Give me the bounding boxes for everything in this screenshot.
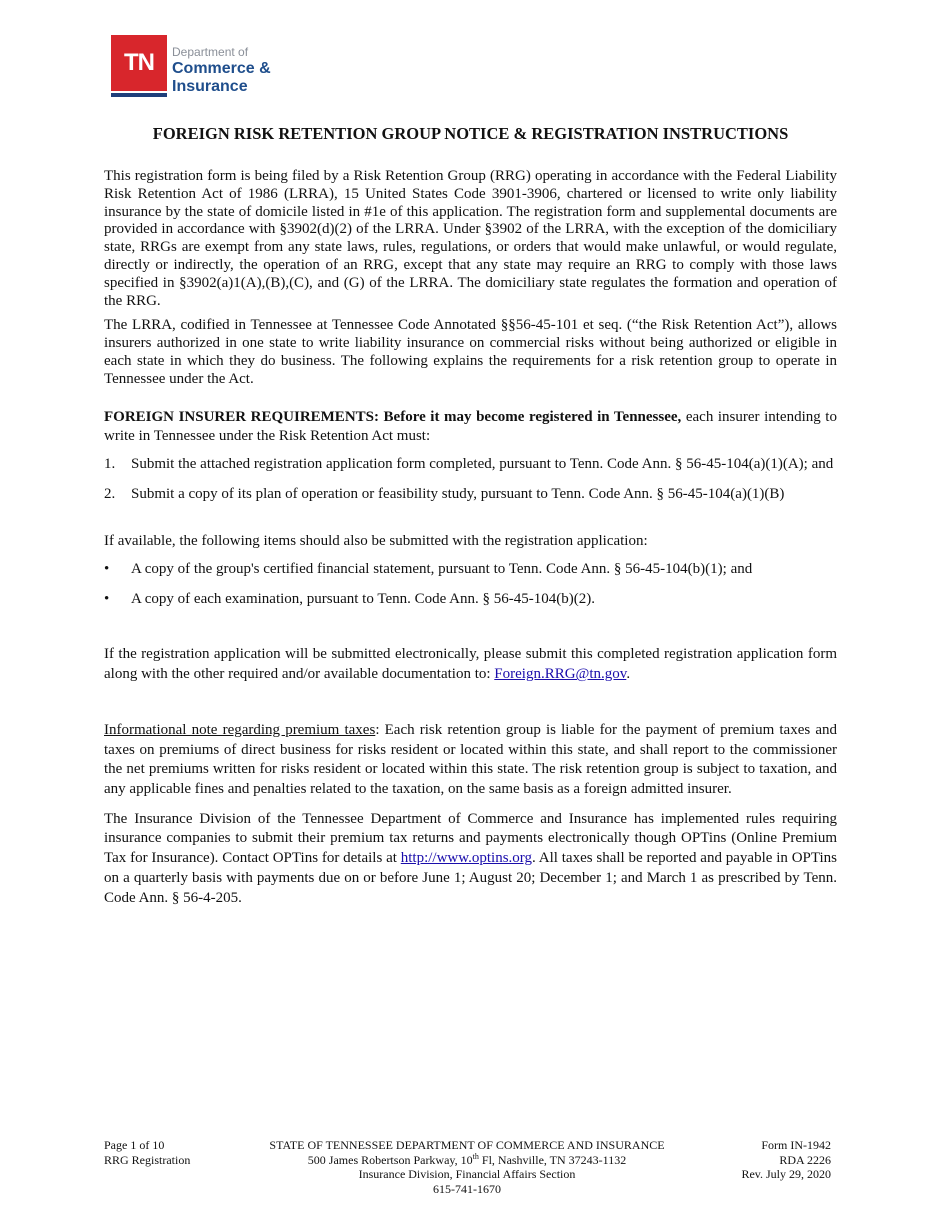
- list-item: [104, 560, 837, 580]
- footer-org: STATE OF TENNESSEE DEPARTMENT OF COMMERCE AND INSURANCE: [269, 1138, 665, 1152]
- list-item-text: Submit the attached registration application form completed, pursuant to Tenn. Code Ann. § 56-45-104(a)(1)(A); and: [131, 455, 834, 472]
- optional-intro: If available, the following items should also be submitted with the registration application:: [104, 533, 648, 550]
- optins-link[interactable]: http://www.optins.org: [400, 850, 533, 867]
- document-name: RRG Registration: [104, 1152, 191, 1167]
- requirements-heading: [104, 408, 837, 447]
- premium-tax-note: [104, 721, 837, 800]
- tax-note-text: : Each risk retention group is liable for the payment of premium taxes and taxes on premiums of direct business for risks resident or located within this state, and shall report to the commissioner the net premiums written for risks resident or located within this state. The risk retention group is subject to taxation, and any applicable fines and penalties related to the taxation, on the same basis as a foreign admitted insurer.: [104, 721, 837, 797]
- optins-text-1: The Insurance Division of the Tennessee Department of Commerce and Insurance has implemented rules requiring insurance companies to submit their premium tax returns and payments electronically though OPTins (Online Premium Tax for Insurance). Contact OPTins for details at: [104, 810, 837, 867]
- logo-underline: [111, 93, 167, 97]
- revision-date: Rev. July 29, 2020: [741, 1167, 831, 1181]
- logo-line-1: Department of: [172, 45, 249, 59]
- document-title: FOREIGN RISK RETENTION GROUP NOTICE & REGISTRATION INSTRUCTIONS: [152, 124, 789, 143]
- list-number: 2.: [104, 485, 116, 502]
- tax-note-label: Informational note regarding premium taxes: [104, 721, 376, 738]
- footer-right: [700, 1138, 831, 1182]
- page-number: Page 1 of 10: [104, 1138, 165, 1152]
- optins-text-2: . All taxes shall be reported and payable in OPTins on a quarterly basis with payments due on or before June 1; August 20; December 1; and March 1 as prescribed by Tenn. Code Ann. § 56-4-205.: [104, 850, 838, 906]
- address-part-2: Fl, Nashville, TN 37243-1132: [478, 1152, 627, 1167]
- logo-line-2: Commerce &: [172, 60, 271, 77]
- lrra-paragraph: The LRRA, codified in Tennessee at Tennessee Code Annotated §§56-45-101 et seq. (“the Risk Retention Act”), allows insurers authorized in one state to write liability insurance on commercial risks without being authorized or eligible in each state in which they do business. The following explains the requirements for a risk retention group to operate in Tennessee under the Act.: [104, 317, 837, 387]
- footer-center: [250, 1138, 684, 1196]
- electronic-submission-paragraph: [104, 645, 837, 684]
- requirements-list: [104, 455, 837, 504]
- email-link[interactable]: Foreign.RRG@tn.gov: [494, 666, 627, 683]
- department-logo: [111, 35, 273, 99]
- tn-badge: [111, 35, 167, 91]
- requirements-heading-rest: each insurer intending to write in Tennessee under the Risk Retention Act must:: [104, 408, 837, 445]
- electronic-text: If the registration application will be submitted electronically, please submit this completed registration application form along with the other required and/or available documentation to:: [104, 646, 837, 683]
- optional-list: [104, 560, 837, 609]
- list-item: [104, 455, 837, 475]
- list-item-text: A copy of the group's certified financial statement, pursuant to Tenn. Code Ann. § 56-45-104(b)(1); and: [131, 561, 753, 578]
- footer-address: [250, 1153, 684, 1168]
- list-item: [104, 485, 837, 505]
- document-body: [104, 168, 837, 915]
- address-part-1: 500 James Robertson Parkway, 10: [307, 1152, 473, 1167]
- intro-paragraph: This registration form is being filed by a Risk Retention Group (RRG) operating in accordance with the Federal Liability Risk Retention Act of 1986 (LRRA), 15 United States Code 3901-3906, chartered or licensed to write only liability insurance by the state of domicile listed in #1e of this application. The registration form and supplemental documents are provided in accordance with §3902(d)(2) of the LRRA. Under §3902 of the LRRA, with the exception of the domiciliary state, RRGs are exempt from any state laws, rules, regulations, or orders that would make unlawful, or would regulate, directly or indirectly, the operation of an RRG, except that any state may require an RRG to comply with those laws specified in §3902(a)1(A),(B),(C), and (G) of the LRRA. The domiciliary state regulates the formation and operation of the RRG.: [104, 168, 837, 309]
- requirements-heading-bold: FOREIGN INSURER REQUIREMENTS: Before it may become registered in Tennessee,: [104, 408, 682, 425]
- list-item-text: Submit a copy of its plan of operation or feasibility study, pursuant to Tenn. Code Ann. § 56-45-104(a)(1)(B): [131, 485, 785, 502]
- list-number: 1.: [104, 455, 116, 472]
- footer-section: Insurance Division, Financial Affairs Section: [358, 1167, 576, 1181]
- electronic-end: .: [626, 666, 631, 683]
- bullet: •: [104, 590, 110, 607]
- list-item: [104, 590, 837, 610]
- address-superscript: th: [472, 1151, 479, 1161]
- tn-badge-text: TN: [124, 49, 154, 76]
- footer-phone: 615-741-1670: [433, 1181, 501, 1196]
- footer-left: [104, 1138, 190, 1167]
- form-number: Form IN-1942: [761, 1138, 831, 1152]
- optins-paragraph: [104, 810, 837, 909]
- rda-number: RDA 2226: [779, 1152, 831, 1167]
- bullet: •: [104, 561, 110, 578]
- logo-line-3: Insurance: [172, 78, 248, 95]
- list-item-text: A copy of each examination, pursuant to Tenn. Code Ann. § 56-45-104(b)(2).: [131, 590, 595, 607]
